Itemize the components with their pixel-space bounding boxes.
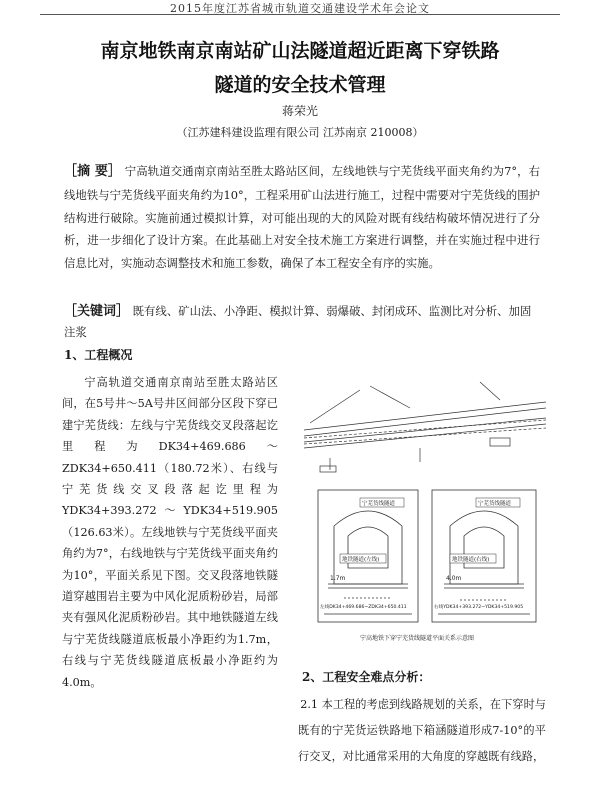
- author-name: 蒋荣光: [281, 104, 318, 118]
- section-2-body: [298, 692, 546, 770]
- abstract: [64, 160, 540, 275]
- section-1-heading: 1、工程概况: [64, 348, 133, 362]
- label-right-top: 宁芜货线隧道: [478, 501, 512, 507]
- section-2-paragraph: 2.1 本工程的考虑到线路规划的关系，在下穿时与既有的宁芜货运铁路地下箱涵隧道形成7-10°的平行交叉，对比通常采用的大角度的穿越既有线路，: [298, 698, 546, 763]
- running-header: 2015年度江苏省城市轨道交通建设学术年会论文: [40, 0, 560, 15]
- paper-title-line-2: 隧道的安全技术管理: [214, 74, 386, 96]
- section-1-body: [62, 372, 278, 693]
- keywords-text: 既有线、矿山法、小净距、模拟计算、弱爆破、封闭成环、监测比对分析、加固注浆: [64, 304, 532, 339]
- label-right-mid: 地铁隧道(右线): [452, 557, 490, 563]
- label-right-bottom: 右线YDK34+393.272~YDK34+519.905: [434, 605, 524, 610]
- author-affiliation: （江苏建科建设监理有限公司 江苏南京 210008）: [176, 126, 424, 139]
- label-left-gap: 1.7m: [330, 575, 346, 582]
- paper-title-line-1: 南京地铁南京南站矿山法隧道超近距离下穿铁路: [100, 40, 500, 62]
- keywords: [64, 301, 540, 342]
- label-left-top: 宁芜货线隧道: [362, 501, 396, 507]
- section-2-heading: 2、工程安全难点分析：: [302, 670, 431, 684]
- plan-view-drawing: [304, 382, 546, 472]
- abstract-label: ［摘 要］: [64, 164, 122, 179]
- label-right-gap: 4.0m: [446, 575, 462, 582]
- label-left-bottom: 左线DK34+469.686~ZDK34+650.411: [320, 605, 407, 610]
- tunnel-plan-figure: [300, 378, 550, 654]
- figure-caption: 宁高地铁下穿宁芜货线隧道平面关系示意图: [360, 635, 475, 642]
- keywords-label: ［关键词］: [64, 304, 130, 319]
- label-left-mid: 地铁隧道(左线): [342, 557, 380, 563]
- abstract-text: 宁高轨道交通南京南站至胜太路站区间，左线地铁与宁芜货线平面夹角约为7°，右线地铁与宁芜货线平面夹角约为10°，工程采用矿山法进行施工，过程中需要对宁芜货线的围护结构进行破除。实施前通过模拟计算，对可能出现的大的风险对既有线结构破坏情况进行了分析，进一步细化了设计方案。在此基础上对安全技术施工方案进行调整，并在实施过程中进行信息比对，实施动态调整技术和施工参数，确保了本工程安全有序的实施。: [64, 164, 540, 271]
- section-1-paragraph: 宁高轨道交通南京南站至胜太路站区间，在5号井～5A号井区间部分区段下穿已建宁芜货线：左线与宁芜货线交叉段落起讫里程为DK34+469.686～ZDK34+650.411（180.72米）、右线与宁芜货线交叉段落起讫里程为YDK34+393.272～YDK34+519.905（126.63米）。左线地铁与宁芜货线平面夹角约为7°，右线地铁与宁芜货线平面夹角约为10°，平面关系见下图。交叉段落地铁隧道穿越围岩主要为中风化泥质粉砂岩，局部夹有强风化泥质粉砂岩。其中地铁隧道左线与宁芜货线隧道底板最小净距约为1.7m，右线与宁芜货线隧道底板最小净距约为4.0m。: [62, 376, 278, 689]
